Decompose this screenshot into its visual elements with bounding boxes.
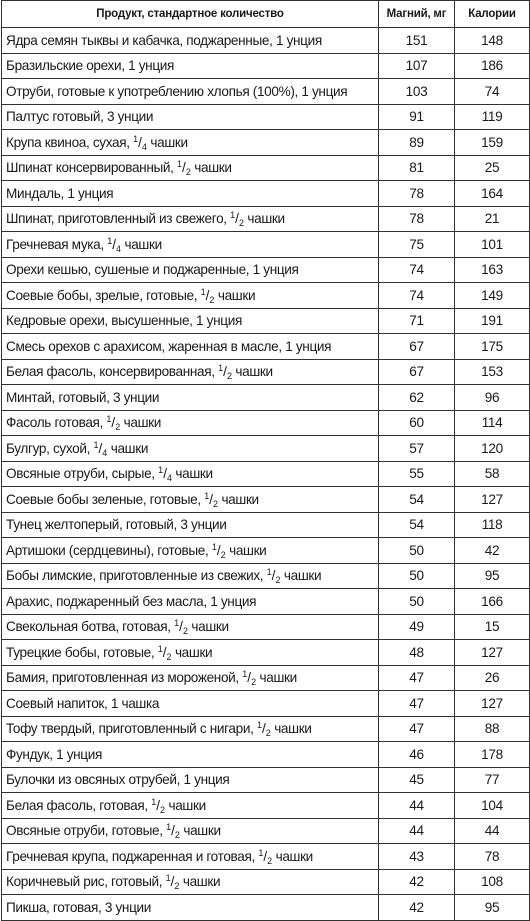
product-cell	[2, 538, 379, 564]
product-name: Соевый напиток, 1 чашка	[6, 695, 160, 711]
product-cell	[2, 614, 379, 640]
product-name: Пикша, готовая, 3 унции	[6, 899, 151, 915]
product-unit: чашки	[120, 415, 161, 431]
fraction-slash: /	[209, 491, 213, 507]
fraction-slash: /	[112, 236, 117, 252]
magnesium-cell: 71	[379, 308, 455, 334]
magnesium-cell: 50	[379, 589, 455, 615]
table-header	[2, 1, 530, 28]
product-cell	[2, 869, 379, 895]
magnesium-cell: 89	[379, 130, 455, 156]
fraction	[166, 822, 180, 841]
product-name: Арахис, поджаренный без масла, 1 унция	[6, 593, 257, 609]
table-row	[2, 257, 530, 283]
fraction-numerator: 1	[177, 159, 183, 170]
product-unit: чашки	[225, 542, 267, 558]
product-unit: чашки	[218, 491, 259, 507]
fraction	[256, 720, 271, 739]
calories-cell: 77	[455, 767, 530, 793]
header-row	[2, 1, 530, 28]
fraction-slash: /	[163, 466, 167, 482]
product-name: Тунец желтоперый, готовый, 3 унции	[6, 517, 227, 533]
table-row	[2, 563, 530, 589]
calories-cell: 95	[455, 895, 530, 921]
fraction-denominator: 2	[251, 677, 257, 688]
product-name: Фасоль готовая,	[6, 415, 103, 431]
fraction-numerator: 1	[106, 414, 112, 425]
fraction-denominator: 2	[185, 167, 191, 178]
fraction	[201, 288, 215, 303]
calories-cell: 88	[455, 716, 530, 742]
fraction-denominator: 2	[174, 830, 180, 841]
table-row	[2, 385, 530, 411]
fraction	[106, 414, 121, 433]
product-cell	[2, 691, 379, 717]
fraction	[242, 669, 257, 688]
fraction-numerator: 1	[93, 439, 99, 450]
fraction-denominator: 2	[267, 855, 273, 866]
fraction-denominator: 2	[174, 881, 180, 892]
calories-cell: 186	[455, 53, 530, 79]
fraction-denominator: 2	[182, 626, 188, 637]
calories-cell: 21	[455, 206, 530, 232]
fraction-denominator: 2	[160, 804, 166, 815]
fraction-denominator: 4	[166, 473, 172, 484]
calories-cell: 42	[455, 538, 530, 564]
magnesium-cell: 47	[379, 691, 455, 717]
magnesium-cell: 49	[379, 614, 455, 640]
product-name: Белая фасоль, консервированная,	[6, 364, 215, 380]
fraction-numerator: 1	[242, 669, 248, 680]
calories-cell: 119	[455, 104, 530, 130]
fraction	[230, 210, 244, 229]
calories-cell: 127	[455, 691, 530, 717]
product-cell	[2, 589, 379, 615]
fraction-slash: /	[235, 211, 239, 227]
magnesium-cell: 54	[379, 487, 455, 513]
magnesium-cell: 47	[379, 665, 455, 691]
fraction-numerator: 1	[107, 235, 113, 246]
fraction-slash: /	[138, 134, 142, 150]
calories-cell: 127	[455, 640, 530, 666]
table-row	[2, 640, 530, 666]
calories-cell: 178	[455, 742, 530, 768]
table-row	[2, 589, 530, 615]
table-row	[2, 283, 530, 309]
calories-cell: 153	[455, 359, 530, 385]
product-unit: чашки	[231, 364, 273, 380]
magnesium-cell: 46	[379, 742, 455, 768]
product-cell	[2, 512, 379, 538]
calories-cell: 101	[455, 232, 530, 258]
fraction-slash: /	[171, 823, 175, 839]
fraction-slash: /	[111, 415, 116, 431]
product-cell	[2, 895, 379, 921]
table-row	[2, 461, 530, 487]
product-name: Свекольная ботва, готовая,	[6, 619, 171, 635]
calories-cell: 164	[455, 181, 530, 207]
product-name: Булочки из овсяных отрубей, 1 унция	[6, 772, 230, 788]
magnesium-cell: 47	[379, 716, 455, 742]
fraction-numerator: 1	[165, 873, 171, 884]
header-calories: Калории	[455, 1, 530, 28]
calories-cell: 120	[455, 436, 530, 462]
magnesium-cell: 45	[379, 767, 455, 793]
product-name: Соевые бобы, зрелые, готовые,	[6, 287, 198, 303]
fraction-numerator: 1	[211, 541, 217, 552]
product-cell	[2, 818, 379, 844]
magnesium-cell: 43	[379, 844, 455, 870]
magnesium-cell: 42	[379, 895, 455, 921]
fraction	[212, 543, 226, 558]
table-row	[2, 206, 530, 232]
product-unit: чашки	[121, 236, 162, 252]
product-unit: чашки	[165, 797, 206, 813]
calories-cell: 166	[455, 589, 530, 615]
product-unit: чашки	[187, 619, 229, 635]
fraction-denominator: 2	[209, 294, 215, 305]
magnesium-cell: 103	[379, 79, 455, 105]
fraction-denominator: 4	[116, 243, 122, 254]
product-unit: чашки	[146, 134, 188, 150]
calories-cell: 44	[455, 818, 530, 844]
product-name: Палтус готовый, 3 унции	[6, 109, 154, 125]
magnesium-cell: 55	[379, 461, 455, 487]
product-unit: чашки	[179, 823, 221, 839]
fraction-slash: /	[205, 287, 210, 303]
magnesium-cell: 91	[379, 104, 455, 130]
table-row	[2, 436, 530, 462]
calories-cell: 118	[455, 512, 530, 538]
product-cell	[2, 665, 379, 691]
magnesium-cell: 81	[379, 155, 455, 181]
magnesium-cell: 67	[379, 334, 455, 360]
fraction-numerator: 1	[256, 720, 262, 731]
fraction-numerator: 1	[166, 822, 172, 833]
product-name: Гречневая крупа, поджаренная и готовая,	[6, 848, 255, 864]
header-magnesium: Магний, мг	[379, 1, 455, 28]
fraction-slash: /	[182, 160, 186, 176]
fraction-denominator: 2	[238, 218, 244, 229]
fraction-numerator: 1	[258, 847, 264, 858]
product-cell	[2, 487, 379, 513]
product-name: Овсяные отруби, сырые,	[6, 466, 155, 482]
table-row	[2, 691, 530, 717]
calories-cell: 149	[455, 283, 530, 309]
fraction	[165, 873, 180, 892]
fraction	[158, 645, 172, 660]
product-unit: чашки	[107, 440, 149, 456]
table-row	[2, 614, 530, 640]
fraction	[258, 849, 272, 864]
table-row	[2, 818, 530, 844]
table-row	[2, 155, 530, 181]
table-body	[2, 28, 530, 921]
product-name: Белая фасоль, готовая,	[6, 797, 148, 813]
table-row	[2, 28, 530, 54]
product-cell	[2, 844, 379, 870]
product-unit: чашки	[272, 848, 313, 864]
fraction	[93, 441, 107, 456]
product-cell	[2, 793, 379, 819]
product-name: Гречневая мука,	[6, 236, 104, 252]
magnesium-cell: 50	[379, 538, 455, 564]
calories-cell: 191	[455, 308, 530, 334]
product-name: Кедровые орехи, высушенные, 1 унция	[6, 313, 242, 329]
calories-cell: 104	[455, 793, 530, 819]
product-unit: чашки	[243, 211, 285, 227]
magnesium-cell: 74	[379, 283, 455, 309]
table-row	[2, 742, 530, 768]
product-cell	[2, 767, 379, 793]
product-cell	[2, 308, 379, 334]
fraction-denominator: 2	[115, 422, 121, 433]
fraction-denominator: 2	[220, 549, 226, 560]
magnesium-cell: 54	[379, 512, 455, 538]
fraction-slash: /	[263, 848, 268, 864]
table-row	[2, 844, 530, 870]
fraction-denominator: 2	[275, 575, 281, 586]
fraction-slash: /	[98, 440, 103, 456]
fraction-numerator: 1	[158, 465, 164, 476]
magnesium-cell: 75	[379, 232, 455, 258]
product-unit: чашки	[280, 568, 322, 584]
product-cell	[2, 28, 379, 54]
product-name: Булгур, сухой,	[6, 440, 91, 456]
calories-cell: 95	[455, 563, 530, 589]
table-row	[2, 538, 530, 564]
magnesium-cell: 44	[379, 818, 455, 844]
product-name: Ядра семян тыквы и кабачка, поджаренные, 1 унция	[6, 32, 322, 48]
fraction-slash: /	[170, 874, 175, 890]
fraction-slash: /	[162, 644, 167, 660]
product-cell	[2, 359, 379, 385]
product-cell	[2, 436, 379, 462]
table-row	[2, 512, 530, 538]
fraction-numerator: 1	[200, 286, 206, 297]
magnesium-cell: 60	[379, 410, 455, 436]
magnesium-cell: 107	[379, 53, 455, 79]
magnesium-cell: 78	[379, 181, 455, 207]
calories-cell: 78	[455, 844, 530, 870]
table-row	[2, 181, 530, 207]
table-row	[2, 716, 530, 742]
product-name: Отруби, готовые к употреблению хлопья (100%), 1 унция	[6, 83, 348, 99]
fraction-numerator: 1	[151, 796, 157, 807]
nutrition-table	[1, 0, 530, 921]
product-cell	[2, 155, 379, 181]
product-cell	[2, 257, 379, 283]
fraction	[266, 567, 281, 586]
product-name: Шпинат консервированный,	[6, 160, 174, 176]
fraction-slash: /	[179, 619, 183, 635]
table-row	[2, 665, 530, 691]
fraction-slash: /	[247, 670, 252, 686]
product-name: Артишоки (сердцевины), готовые,	[6, 542, 209, 558]
fraction-denominator: 4	[141, 141, 147, 152]
product-unit: чашки	[190, 160, 232, 176]
product-cell	[2, 410, 379, 436]
magnesium-cell: 67	[379, 359, 455, 385]
magnesium-cell: 42	[379, 869, 455, 895]
product-cell	[2, 232, 379, 258]
product-name: Минтай, готовый, 3 унции	[6, 389, 160, 405]
table-row	[2, 895, 530, 921]
product-name: Соевые бобы зеленые, готовые,	[6, 491, 201, 507]
fraction	[151, 798, 165, 813]
calories-cell: 108	[455, 869, 530, 895]
product-cell	[2, 79, 379, 105]
product-cell	[2, 206, 379, 232]
product-name: Коричневый рис, готовый,	[6, 874, 163, 890]
fraction-numerator: 1	[157, 643, 163, 654]
fraction	[174, 618, 188, 637]
table-row	[2, 334, 530, 360]
table-row	[2, 104, 530, 130]
product-cell	[2, 181, 379, 207]
product-name: Орехи кешью, сушеные и поджаренные, 1 унция	[6, 262, 299, 278]
fraction-denominator: 2	[166, 651, 172, 662]
calories-cell: 26	[455, 665, 530, 691]
product-name: Смесь орехов с арахисом, жаренная в масле, 1 унция	[6, 338, 332, 354]
product-unit: чашки	[171, 644, 213, 660]
calories-cell: 58	[455, 461, 530, 487]
magnesium-cell: 151	[379, 28, 455, 54]
table-row	[2, 308, 530, 334]
fraction-denominator: 2	[213, 498, 219, 509]
product-name: Овсяные отруби, готовые,	[6, 823, 163, 839]
product-name: Миндаль, 1 унция	[6, 185, 114, 201]
calories-cell: 148	[455, 28, 530, 54]
magnesium-cell: 50	[379, 563, 455, 589]
table-row	[2, 359, 530, 385]
fraction-slash: /	[156, 797, 161, 813]
fraction	[218, 363, 232, 382]
product-name: Бразильские орехи, 1 унция	[6, 58, 175, 74]
product-cell	[2, 461, 379, 487]
table-row	[2, 232, 530, 258]
calories-cell: 175	[455, 334, 530, 360]
fraction-slash: /	[271, 568, 276, 584]
magnesium-cell: 57	[379, 436, 455, 462]
fraction-slash: /	[216, 542, 221, 558]
magnesium-cell: 62	[379, 385, 455, 411]
table-row	[2, 410, 530, 436]
fraction	[177, 159, 191, 178]
product-cell	[2, 283, 379, 309]
fraction-denominator: 2	[265, 728, 271, 739]
fraction-numerator: 1	[174, 618, 180, 629]
fraction-slash: /	[223, 364, 227, 380]
table-row	[2, 767, 530, 793]
fraction	[133, 135, 147, 150]
product-name: Фундук, 1 унция	[6, 746, 102, 762]
product-unit: чашки	[270, 721, 312, 737]
calories-cell: 159	[455, 130, 530, 156]
calories-cell: 163	[455, 257, 530, 283]
fraction-numerator: 1	[266, 567, 272, 578]
product-unit: чашки	[256, 670, 297, 686]
product-name: Тофу твердый, приготовленный с нигари,	[6, 721, 254, 737]
table-row	[2, 130, 530, 156]
header-product: Продукт, стандартное количество	[2, 1, 379, 28]
fraction-denominator: 2	[226, 371, 232, 382]
fraction-numerator: 1	[204, 490, 210, 501]
product-cell	[2, 130, 379, 156]
fraction-numerator: 1	[133, 133, 139, 144]
product-cell	[2, 716, 379, 742]
product-cell	[2, 640, 379, 666]
magnesium-cell: 78	[379, 206, 455, 232]
fraction-denominator: 4	[102, 447, 108, 458]
magnesium-cell: 48	[379, 640, 455, 666]
table-row	[2, 487, 530, 513]
product-cell	[2, 334, 379, 360]
table-row	[2, 53, 530, 79]
product-unit: чашки	[214, 287, 256, 303]
product-unit: чашки	[179, 874, 221, 890]
calories-cell: 74	[455, 79, 530, 105]
product-unit: чашки	[171, 466, 213, 482]
product-name: Крупа квиноа, сухая,	[6, 134, 130, 150]
product-name: Бобы лимские, приготовленные из свежих,	[6, 568, 264, 584]
calories-cell: 25	[455, 155, 530, 181]
fraction	[158, 465, 172, 484]
magnesium-cell: 74	[379, 257, 455, 283]
table-row	[2, 793, 530, 819]
calories-cell: 15	[455, 614, 530, 640]
magnesium-cell: 44	[379, 793, 455, 819]
fraction	[204, 492, 218, 507]
product-name: Турецкие бобы, готовые,	[6, 644, 155, 660]
product-cell	[2, 742, 379, 768]
product-cell	[2, 104, 379, 130]
table-row	[2, 79, 530, 105]
table-row	[2, 869, 530, 895]
product-cell	[2, 53, 379, 79]
product-name: Бамия, приготовленная из мороженой,	[6, 670, 239, 686]
product-cell	[2, 563, 379, 589]
calories-cell: 127	[455, 487, 530, 513]
product-cell	[2, 385, 379, 411]
fraction-numerator: 1	[218, 363, 224, 374]
calories-cell: 114	[455, 410, 530, 436]
fraction	[107, 237, 121, 252]
calories-cell: 96	[455, 385, 530, 411]
fraction-numerator: 1	[230, 210, 236, 221]
product-name: Шпинат, приготовленный из свежего,	[6, 211, 227, 227]
fraction-slash: /	[261, 721, 266, 737]
